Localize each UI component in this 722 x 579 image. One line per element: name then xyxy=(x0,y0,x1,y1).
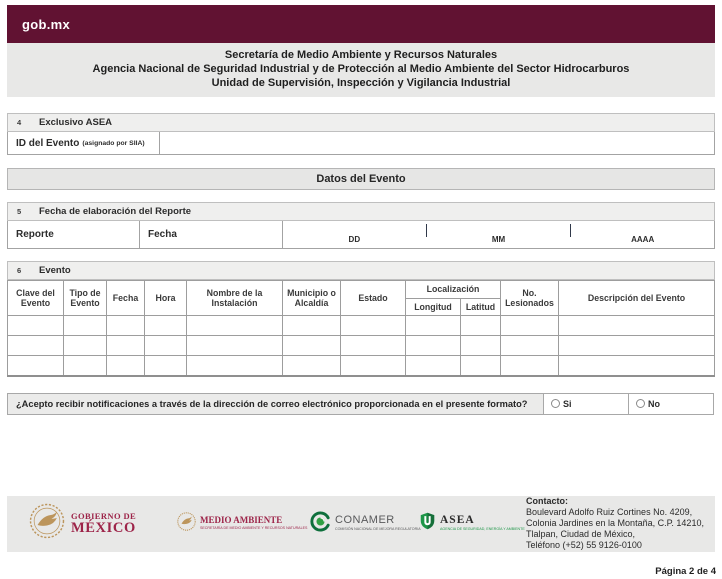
footer xyxy=(7,496,715,552)
evento-cell-lesionados[interactable] xyxy=(501,316,559,336)
fecha-reporte-row xyxy=(7,221,715,249)
evento-empty-row xyxy=(8,316,715,336)
evento-table xyxy=(7,280,715,377)
contact-address-line3: Tlalpan, Ciudad de México, xyxy=(526,529,636,539)
col-header-longitud: Longitud xyxy=(406,298,461,316)
gobmx-logo: gob.mx xyxy=(22,16,71,32)
conamer-c-icon xyxy=(310,511,331,537)
medio-ambiente-seal-icon xyxy=(177,512,196,536)
col-group-localizacion: Localización xyxy=(406,281,501,299)
asea-title: ASEA xyxy=(440,514,475,527)
date-input-group xyxy=(283,221,714,248)
contact-block xyxy=(526,496,704,551)
datos-del-evento-title: Datos del Evento xyxy=(316,173,406,185)
evento-cell-tipo[interactable] xyxy=(64,316,107,336)
section-title: Fecha de elaboración del Reporte xyxy=(39,206,192,217)
col-header-latitud: Latitud xyxy=(461,298,501,316)
reporte-label-cell: Reporte xyxy=(8,221,140,248)
col-header-estado: Estado xyxy=(341,281,406,316)
logo-conamer xyxy=(310,511,420,537)
contact-heading: Contacto: xyxy=(526,496,568,506)
contact-address-line1: Boulevard Adolfo Ruiz Cortines No. 4209, xyxy=(526,507,693,517)
notifications-option-yes[interactable] xyxy=(544,393,629,415)
col-header-descripcion-evento: Descripción del Evento xyxy=(559,281,715,316)
section-header-evento xyxy=(7,261,715,280)
evento-cell-latitud[interactable] xyxy=(461,356,501,376)
mexico-eagle-seal-icon xyxy=(29,503,65,544)
col-header-nombre-instalacion: Nombre de la Instalación xyxy=(187,281,283,316)
evento-cell-latitud[interactable] xyxy=(461,336,501,356)
section-title: Exclusivo ASEA xyxy=(39,117,113,128)
contact-address-line2: Colonia Jardines en la Montaña, C.P. 14210, xyxy=(526,518,704,528)
date-month-label: MM xyxy=(491,235,506,244)
notifications-question: ¿Acepto recibir notificaciones a través de la dirección de correo electrónico proporcionada en el presente formato? xyxy=(7,393,544,415)
notifications-consent-row xyxy=(7,393,715,415)
id-evento-input[interactable] xyxy=(160,132,714,154)
evento-cell-nombre[interactable] xyxy=(187,316,283,336)
evento-empty-row xyxy=(8,336,715,356)
gobierno-line2: MÉXICO xyxy=(71,519,136,536)
fecha-label-cell: Fecha xyxy=(140,221,283,248)
section-number: 5 xyxy=(17,207,22,216)
section-number: 6 xyxy=(17,266,22,275)
col-header-hora: Hora xyxy=(145,281,187,316)
id-evento-note: (asignado por SIIA) xyxy=(82,139,145,147)
evento-cell-fecha[interactable] xyxy=(107,316,145,336)
logo-gobierno-de-mexico xyxy=(29,503,177,544)
medio-ambiente-subtitle: SECRETARÍA DE MEDIO AMBIENTE Y RECURSOS NATURALES xyxy=(200,525,308,530)
evento-cell-lesionados[interactable] xyxy=(501,356,559,376)
col-header-fecha: Fecha xyxy=(107,281,145,316)
evento-cell-tipo[interactable] xyxy=(64,336,107,356)
evento-cell-clave[interactable] xyxy=(8,316,64,336)
evento-empty-row xyxy=(8,356,715,376)
institution-line-unidad: Unidad de Supervisión, Inspección y Vigilancia Industrial xyxy=(211,77,511,89)
radio-no-label: No xyxy=(648,398,660,409)
evento-cell-estado[interactable] xyxy=(341,356,406,376)
medio-ambiente-title: MEDIO AMBIENTE xyxy=(200,515,283,526)
institution-line-secretaria: Secretaría de Medio Ambiente y Recursos Naturales xyxy=(224,49,498,61)
evento-cell-descripcion[interactable] xyxy=(559,356,715,376)
evento-cell-longitud[interactable] xyxy=(406,356,461,376)
evento-cell-longitud[interactable] xyxy=(406,336,461,356)
conamer-wordmark xyxy=(335,515,421,531)
evento-cell-longitud[interactable] xyxy=(406,316,461,336)
date-day-field[interactable] xyxy=(283,224,426,245)
col-header-tipo-evento: Tipo de Evento xyxy=(64,281,107,316)
evento-cell-latitud[interactable] xyxy=(461,316,501,336)
evento-cell-estado[interactable] xyxy=(341,336,406,356)
radio-no[interactable] xyxy=(636,399,645,408)
col-header-clave-evento: Clave del Evento xyxy=(8,281,64,316)
asea-wordmark xyxy=(440,515,525,532)
evento-header-row-1 xyxy=(8,281,715,299)
logo-medio-ambiente xyxy=(177,512,310,536)
section-number: 4 xyxy=(17,118,22,127)
conamer-subtitle: COMISIÓN NACIONAL DE MEJORA REGULATORIA xyxy=(335,526,421,531)
evento-cell-descripcion[interactable] xyxy=(559,316,715,336)
asea-shield-icon xyxy=(420,512,435,535)
evento-cell-estado[interactable] xyxy=(341,316,406,336)
asea-subtitle: AGENCIA DE SEGURIDAD, ENERGÍA Y AMBIENTE xyxy=(440,527,525,532)
id-evento-label: ID del Evento xyxy=(16,137,80,149)
evento-cell-fecha[interactable] xyxy=(107,336,145,356)
evento-cell-lesionados[interactable] xyxy=(501,336,559,356)
institution-line-agencia: Agencia Nacional de Seguridad Industrial y de Protección al Medio Ambiente del Sector Hidrocarburos xyxy=(92,63,630,75)
evento-cell-municipio[interactable] xyxy=(283,316,341,336)
evento-cell-hora[interactable] xyxy=(145,356,187,376)
evento-cell-tipo[interactable] xyxy=(64,356,107,376)
logo-asea xyxy=(420,512,525,535)
notifications-option-no[interactable] xyxy=(629,393,714,415)
spacer xyxy=(7,415,715,496)
date-year-label: AAAA xyxy=(631,235,655,244)
page-indicator: Página 2 de 4 xyxy=(655,566,716,577)
section-title: Evento xyxy=(39,265,71,276)
evento-cell-nombre[interactable] xyxy=(187,356,283,376)
evento-cell-descripcion[interactable] xyxy=(559,336,715,356)
institution-header xyxy=(7,43,715,97)
evento-cell-municipio[interactable] xyxy=(283,356,341,376)
evento-cell-fecha[interactable] xyxy=(107,356,145,376)
evento-cell-clave[interactable] xyxy=(8,356,64,376)
section-header-fecha-reporte xyxy=(7,202,715,221)
datos-del-evento-banner xyxy=(7,168,715,190)
evento-cell-nombre[interactable] xyxy=(187,336,283,356)
gobierno-wordmark xyxy=(71,512,136,535)
gobmx-brand-bar xyxy=(7,5,715,43)
date-day-label: DD xyxy=(348,235,361,244)
radio-yes-label: Si xyxy=(563,398,572,409)
section-header-exclusivo-asea xyxy=(7,113,715,132)
id-evento-label-cell xyxy=(8,132,160,154)
medio-ambiente-wordmark xyxy=(200,516,307,530)
date-year-field[interactable] xyxy=(571,224,714,245)
evento-cell-municipio[interactable] xyxy=(283,336,341,356)
conamer-title: CONAMER xyxy=(335,514,395,527)
evento-cell-hora[interactable] xyxy=(145,316,187,336)
id-evento-row xyxy=(7,132,715,155)
col-header-municipio-alcaldia: Municipio o Alcaldía xyxy=(283,281,341,316)
gobierno-line1: GOBIERNO DE xyxy=(71,511,137,521)
evento-cell-hora[interactable] xyxy=(145,336,187,356)
radio-yes[interactable] xyxy=(551,399,560,408)
date-month-field[interactable] xyxy=(427,224,570,245)
contact-phone: Teléfono (+52) 55 9126-0100 xyxy=(526,540,642,550)
evento-cell-clave[interactable] xyxy=(8,336,64,356)
col-header-no-lesionados: No. Lesionados xyxy=(501,281,559,316)
